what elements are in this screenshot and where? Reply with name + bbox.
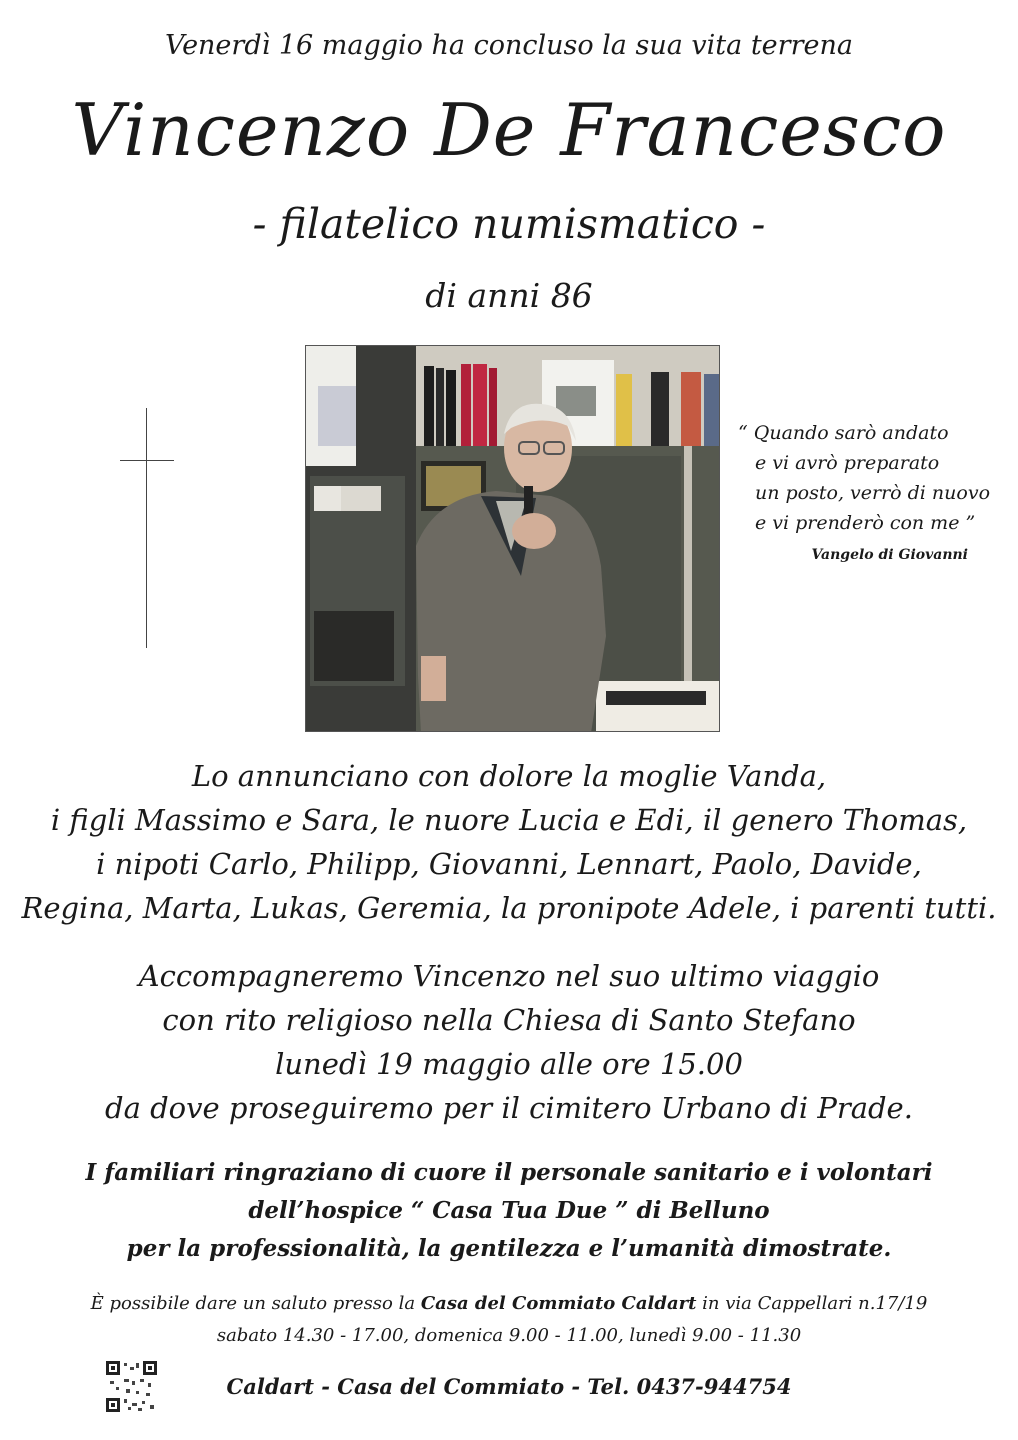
announcement-line: Regina, Marta, Lukas, Geremia, la pronipote Adele, i parenti tutti. bbox=[21, 891, 997, 925]
visit-location-line bbox=[0, 1288, 1018, 1320]
intro-line: Venerdì 16 maggio ha concluso la sua vita terrena bbox=[165, 30, 853, 61]
quote-line: e vi prenderò con me ” bbox=[755, 512, 976, 534]
quote-line: e vi avrò preparato bbox=[755, 452, 940, 474]
funeral-home-footer: Caldart - Casa del Commiato - Tel. 0437-944754 bbox=[226, 1374, 792, 1399]
quote-line: “ Quando sarò andato bbox=[738, 422, 949, 444]
visiting-info bbox=[0, 1288, 1018, 1352]
funeral-line: lunedì 19 maggio alle ore 15.00 bbox=[275, 1047, 743, 1081]
quote-line: un posto, verrò di nuovo bbox=[755, 482, 991, 504]
age: di anni 86 bbox=[425, 276, 593, 315]
profession: - filatelico numismatico - bbox=[252, 200, 766, 248]
thanks-line: dell’hospice “ Casa Tua Due ” di Belluno bbox=[248, 1197, 770, 1224]
announcement-line: Lo annunciano con dolore la moglie Vanda, bbox=[191, 759, 827, 793]
visit-hours: sabato 14.30 - 17.00, domenica 9.00 - 11.00, lunedì 9.00 - 11.30 bbox=[216, 1325, 802, 1346]
deceased-name: Vincenzo De Francesco bbox=[71, 88, 947, 172]
bible-quote bbox=[738, 418, 1008, 570]
visit-prefix: È possibile dare un saluto presso la bbox=[90, 1293, 416, 1314]
thanks-note bbox=[0, 1154, 1018, 1268]
funeral-info bbox=[0, 954, 1018, 1130]
portrait-photo bbox=[305, 345, 720, 732]
funeral-line: da dove proseguiremo per il cimitero Urbano di Prade. bbox=[105, 1091, 913, 1125]
funeral-line: con rito religioso nella Chiesa di Santo Stefano bbox=[162, 1003, 856, 1037]
announcement-line: i nipoti Carlo, Philipp, Giovanni, Lennart, Paolo, Davide, bbox=[96, 847, 922, 881]
cross-icon bbox=[120, 408, 174, 648]
funeral-line: Accompagneremo Vincenzo nel suo ultimo viaggio bbox=[138, 959, 880, 993]
announcement-line: i figli Massimo e Sara, le nuore Lucia e Edi, il genero Thomas, bbox=[50, 803, 968, 837]
visit-suffix: in via Cappellari n.17/19 bbox=[702, 1293, 928, 1314]
quote-source: Vangelo di Giovanni bbox=[811, 547, 968, 563]
thanks-line: I familiari ringraziano di cuore il personale sanitario e i volontari bbox=[85, 1159, 933, 1186]
visit-place: Casa del Commiato Caldart bbox=[420, 1293, 697, 1314]
announcement bbox=[0, 754, 1018, 930]
thanks-line: per la professionalità, la gentilezza e l’umanità dimostrate. bbox=[126, 1235, 892, 1262]
